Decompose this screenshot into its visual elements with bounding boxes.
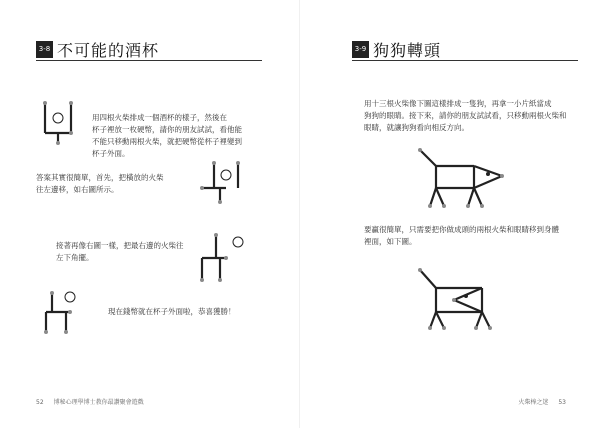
- left-footer: [36, 397, 144, 406]
- page-number: 52: [36, 399, 44, 406]
- glass-diagram-1: [40, 100, 80, 145]
- left-para-2: 答案其實很簡單，首先，把橫放的火柴 往左邊移，如右圖所示。: [36, 173, 164, 194]
- right-para-2: 要贏很簡單，只需要把你做成頭的兩根火柴和眼睛移到身體 裡面，如下圖。: [364, 225, 559, 246]
- dog-diagram-after: [416, 266, 506, 332]
- left-para-3: 接著再像右圖一樣，把最右邊的火柴往 左下角擺。: [56, 241, 184, 262]
- right-para-1: 用十三根火柴像下圖這樣排成一隻狗，再拿一小片紙當成 狗狗的眼睛。接下來，請你的朋友試試看，只移動兩根火柴和 眼睛，就讓狗狗看向相反方向。: [364, 99, 567, 132]
- glass-diagram-4: [44, 288, 84, 336]
- page-title: 不可能的酒杯: [57, 41, 160, 60]
- glass-diagram-2: [198, 160, 248, 210]
- page-number: 53: [558, 399, 566, 406]
- running-head: 博秘心理學博士教你最讚聚會遊戲: [53, 399, 144, 406]
- running-head: 火柴棒之迷: [518, 399, 549, 406]
- dog-diagram-before: [416, 146, 506, 208]
- title-rule: [36, 60, 262, 61]
- title-rule: [352, 60, 578, 61]
- right-page: [300, 0, 600, 428]
- section-tag: 3-8: [36, 41, 53, 58]
- left-para-1: 用四根火柴排成一個酒杯的樣子，然後在 杯子裡放一枚硬幣，請你的朋友試試，看他能 不能只移動兩根火柴，就把硬幣從杯子裡變到 杯子外面。: [92, 113, 242, 158]
- left-title-row: [36, 38, 159, 61]
- right-footer: [518, 397, 566, 406]
- page-title: 狗狗轉頭: [373, 41, 442, 60]
- section-tag: 3-9: [352, 41, 369, 58]
- left-para-4: 現在錢幣就在杯子外面啦，恭喜獲勝！: [108, 307, 236, 316]
- glass-diagram-3: [196, 232, 246, 284]
- right-title-row: [352, 38, 441, 61]
